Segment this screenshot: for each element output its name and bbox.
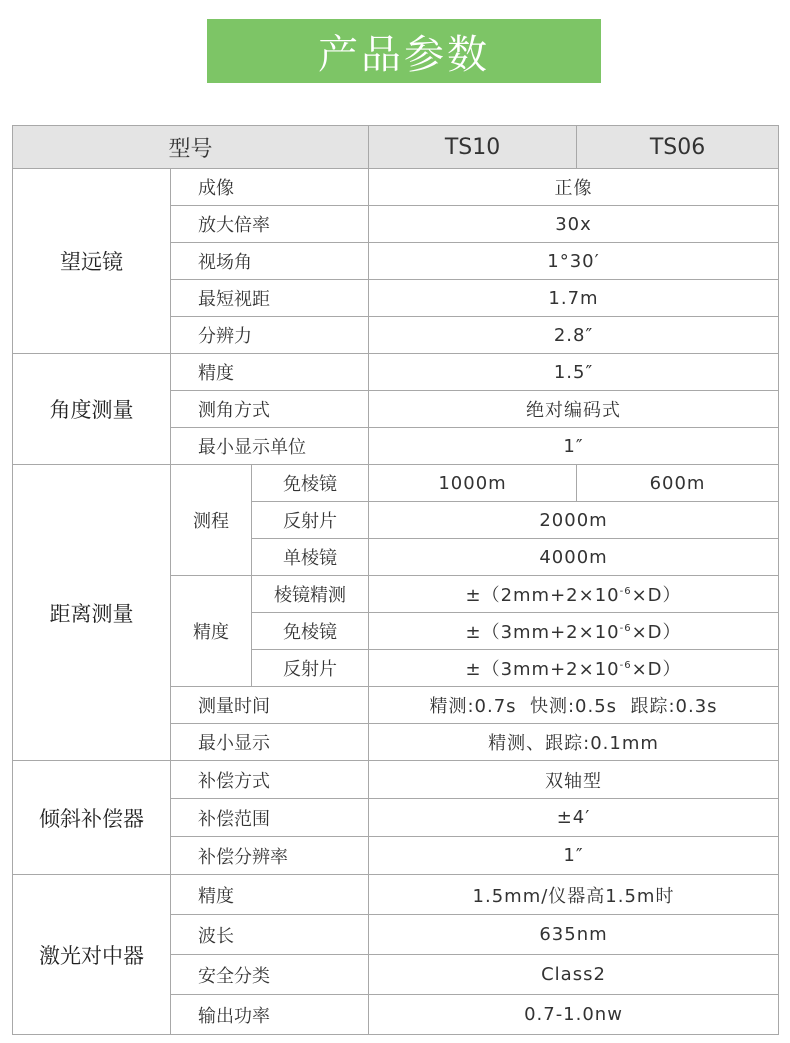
param-label: 免棱镜 (252, 465, 369, 502)
param-label: 最短视距 (171, 280, 369, 317)
param-label: 单棱镜 (252, 539, 369, 576)
param-label: 补偿方式 (171, 761, 369, 799)
param-label: 免棱镜 (252, 613, 369, 650)
value-exponent: -6 (619, 623, 632, 634)
param-label: 最小显示单位 (171, 428, 369, 465)
group-angle: 角度测量 (13, 354, 171, 465)
param-value: 4000m (369, 539, 779, 576)
param-value: 2.8″ (369, 317, 779, 354)
table-row (13, 465, 779, 502)
sub-group-accuracy: 精度 (171, 576, 252, 687)
group-distance: 距离测量 (13, 465, 171, 761)
model-a: TS10 (369, 126, 577, 169)
param-value (369, 650, 779, 687)
param-value: 1.5″ (369, 354, 779, 391)
param-value: 1.5mm/仪器高1.5m时 (369, 875, 779, 915)
table-row (13, 354, 779, 391)
param-value: 30x (369, 206, 779, 243)
param-label: 棱镜精测 (252, 576, 369, 613)
param-label: 安全分类 (171, 955, 369, 995)
param-label: 测量时间 (171, 687, 369, 724)
param-value (369, 576, 779, 613)
value-suffix: ×D） (631, 622, 682, 643)
value-exponent: -6 (619, 586, 632, 597)
param-label: 精度 (171, 875, 369, 915)
param-label: 反射片 (252, 650, 369, 687)
param-label: 视场角 (171, 243, 369, 280)
value-prefix: ±（3mm+2×10 (465, 622, 620, 643)
value-prefix: ±（3mm+2×10 (465, 659, 620, 680)
param-value: 1″ (369, 428, 779, 465)
value-exponent: -6 (619, 660, 632, 671)
table-row (13, 875, 779, 915)
param-value: Class2 (369, 955, 779, 995)
param-value: 精测:0.7s 快测:0.5s 跟踪:0.3s (369, 687, 779, 724)
param-label: 测角方式 (171, 391, 369, 428)
table-row (13, 169, 779, 206)
header-row (13, 126, 779, 169)
param-label: 输出功率 (171, 995, 369, 1035)
param-value: 2000m (369, 502, 779, 539)
param-label: 补偿分辨率 (171, 837, 369, 875)
param-value (369, 613, 779, 650)
param-value: 双轴型 (369, 761, 779, 799)
param-value: ±4′ (369, 799, 779, 837)
table-row (13, 761, 779, 799)
page-title-banner (207, 19, 601, 83)
param-label: 反射片 (252, 502, 369, 539)
param-value: 635nm (369, 915, 779, 955)
param-value: 精测、跟踪:0.1mm (369, 724, 779, 761)
group-telescope: 望远镜 (13, 169, 171, 354)
sub-group-range: 测程 (171, 465, 252, 576)
param-value: 0.7-1.0nw (369, 995, 779, 1035)
param-value-ts10: 1000m (369, 465, 577, 502)
page-title: 产品参数 (318, 31, 490, 78)
param-value: 1.7m (369, 280, 779, 317)
param-label: 精度 (171, 354, 369, 391)
param-value: 1°30′ (369, 243, 779, 280)
model-label: 型号 (13, 126, 369, 169)
param-value-ts06: 600m (577, 465, 779, 502)
param-value: 1″ (369, 837, 779, 875)
param-value: 正像 (369, 169, 779, 206)
value-suffix: ×D） (631, 659, 682, 680)
param-label: 放大倍率 (171, 206, 369, 243)
value-prefix: ±（2mm+2×10 (465, 585, 620, 606)
param-label: 波长 (171, 915, 369, 955)
value-suffix: ×D） (631, 585, 682, 606)
param-label: 分辨力 (171, 317, 369, 354)
param-label: 最小显示 (171, 724, 369, 761)
param-value: 绝对编码式 (369, 391, 779, 428)
spec-table (12, 125, 779, 1035)
param-label: 成像 (171, 169, 369, 206)
param-label: 补偿范围 (171, 799, 369, 837)
model-b: TS06 (577, 126, 779, 169)
group-laser: 激光对中器 (13, 875, 171, 1035)
group-tilt: 倾斜补偿器 (13, 761, 171, 875)
